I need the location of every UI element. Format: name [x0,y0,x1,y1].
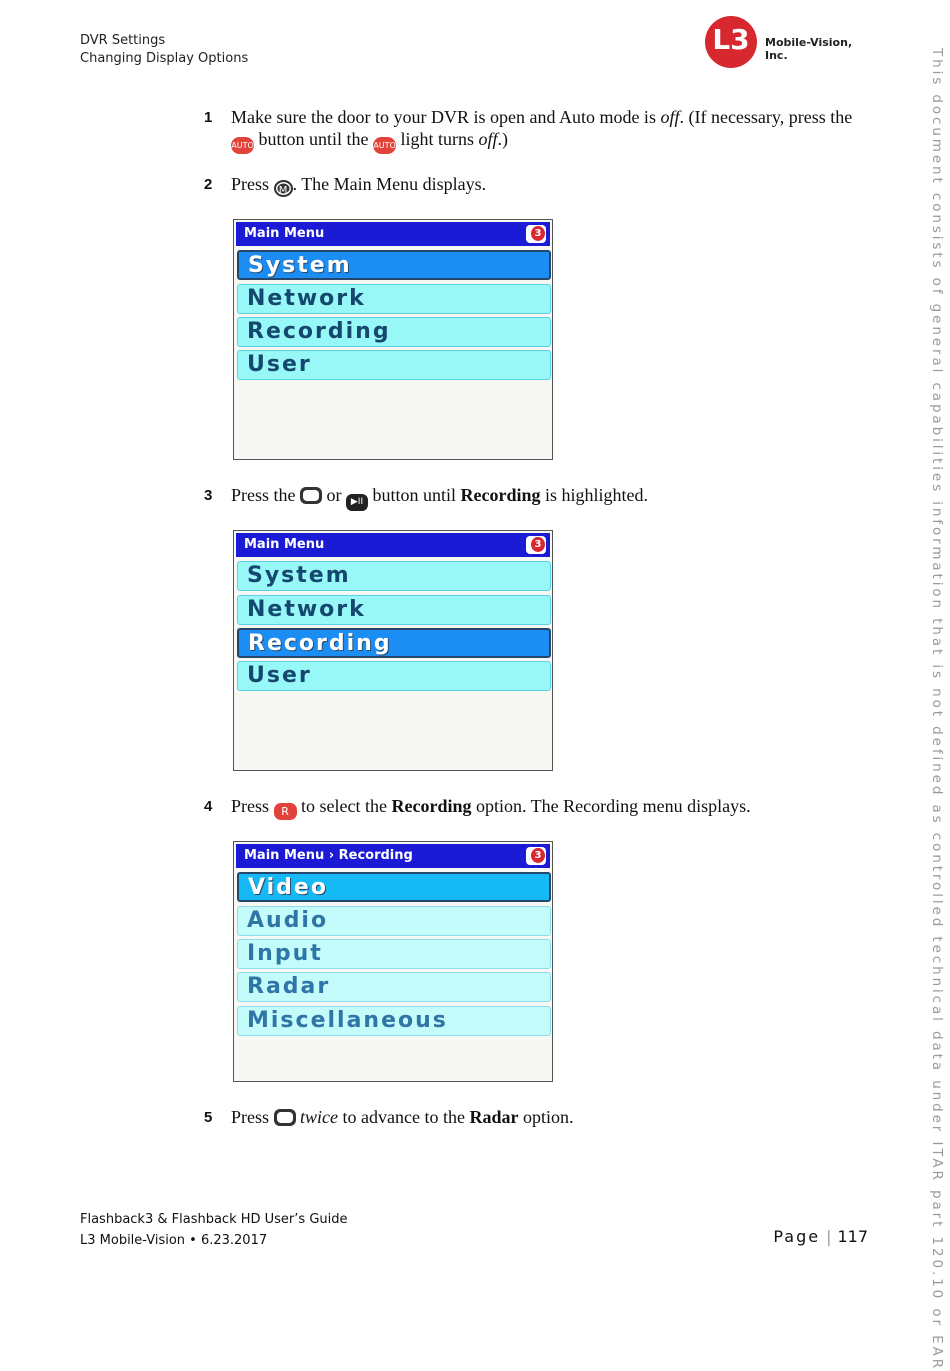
dvr-screen-main-menu [233,219,553,460]
menu-item-miscellaneous[interactable]: Miscellaneous [237,1006,551,1036]
menu-item-input[interactable]: Input [237,939,551,969]
l3-logo-icon [526,847,546,865]
menu-item-recording[interactable]: Recording [237,317,551,347]
menu-button-icon: M [274,180,293,197]
step-number: 2 [204,176,213,193]
screen-title-bar: Main Menu 3 [236,533,550,557]
l3-logo-icon [526,536,546,554]
menu-item-audio[interactable]: Audio [237,906,551,936]
menu-item-radar[interactable]: Radar [237,972,551,1002]
auto-light-icon: AUTO [373,137,396,154]
step-number: 4 [204,798,213,815]
menu-item-system[interactable]: System [237,250,551,280]
down-button-icon [274,1109,296,1126]
menu-item-user[interactable]: User [237,350,551,380]
page-footer [80,1209,348,1251]
dvr-screen-main-menu-recording-selected [233,530,553,771]
page-number: Page | 117 [773,1227,868,1246]
play-pause-button-icon: ▶II [346,494,368,511]
step-text: Press twice to advance to the Radar option. [231,1107,574,1127]
dvr-screen-recording-menu [233,841,553,1082]
header-subsection: Changing Display Options [80,51,249,66]
menu-item-system[interactable]: System [237,561,551,591]
itar-watermark: This document consists of general capabilities information that is not defined as controlled technical data under ITAR part 120.10 or EAR [929,48,945,1371]
step-number: 3 [204,487,213,504]
logo-text: Mobile-Vision, Inc. [765,36,853,62]
menu-item-video[interactable]: Video [237,872,551,902]
step-number: 5 [204,1109,213,1126]
menu-item-recording[interactable]: Recording [237,628,551,658]
menu-item-user[interactable]: User [237,661,551,691]
down-button-icon [300,487,322,504]
screen-title-bar: Main Menu › Recording 3 [236,844,550,868]
step-text: Make sure the door to your DVR is open and Auto mode is off. (If necessary, press the AUTO button until the AUTO light turns off.) [231,106,861,154]
page-header [80,32,248,68]
step-text: Press M . The Main Menu displays. [231,174,487,196]
step-number: 1 [204,109,213,126]
footer-publisher: L3 Mobile-Vision • 6.23.2017 [80,1233,268,1248]
menu-item-network[interactable]: Network [237,595,551,625]
step-text: Press the or ▶II button until Recording is highlighted. [231,484,861,511]
r-button-icon: R [274,803,297,820]
step-text: Press R to select the Recording option. The Recording menu displays. [231,796,751,818]
company-logo [705,16,875,68]
l3-logo-icon: L3 [705,16,757,68]
footer-guide-title: Flashback3 & Flashback HD User’s Guide [80,1212,348,1227]
menu-item-network[interactable]: Network [237,284,551,314]
l3-logo-icon [526,225,546,243]
auto-button-icon: AUTO [231,137,254,154]
screen-title-bar: Main Menu 3 [236,222,550,246]
header-section: DVR Settings [80,33,166,48]
